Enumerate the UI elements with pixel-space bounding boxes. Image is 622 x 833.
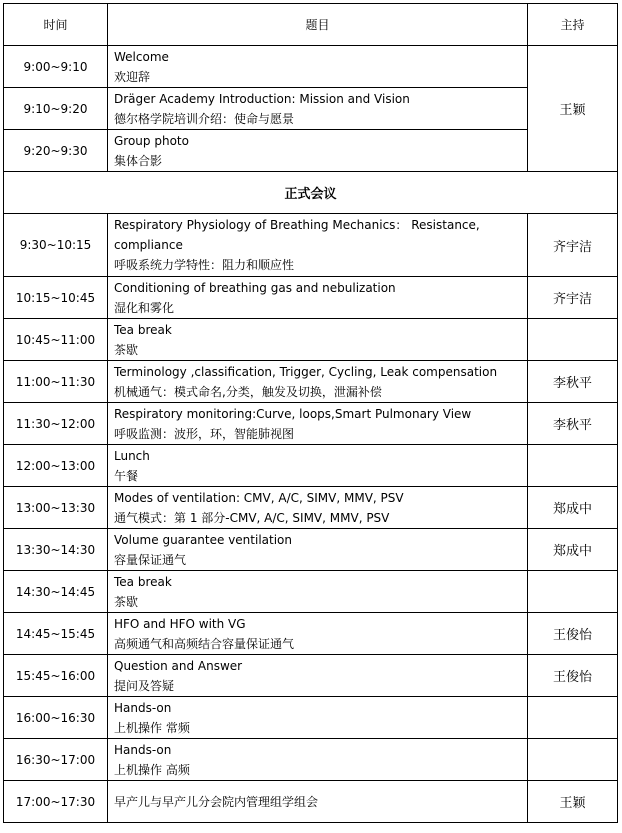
session-host: 王俊怡	[528, 655, 618, 697]
session-time: 9:30~10:15	[4, 214, 108, 277]
table-row	[4, 130, 618, 172]
session-topic	[108, 361, 528, 403]
session-topic	[108, 739, 528, 781]
topic-english: Respiratory monitoring:Curve, loops,Smart Pulmonary View	[114, 406, 472, 421]
session-time: 11:30~12:00	[4, 403, 108, 445]
table-row	[4, 214, 618, 277]
session-topic	[108, 88, 528, 130]
topic-chinese: 高频通气和高频结合容量保证通气	[114, 636, 295, 651]
topic-english: Hands-on	[114, 742, 172, 757]
session-topic	[108, 319, 528, 361]
topic-english: Question and Answer	[114, 658, 243, 673]
session-host: 王颖	[528, 46, 618, 172]
table-row	[4, 655, 618, 697]
agenda-table	[3, 3, 618, 823]
session-time: 12:00~13:00	[4, 445, 108, 487]
session-time: 11:00~11:30	[4, 361, 108, 403]
topic-english: HFO and HFO with VG	[114, 616, 246, 631]
topic-chinese: 提问及答疑	[114, 678, 175, 693]
session-topic	[108, 781, 528, 823]
table-row	[4, 403, 618, 445]
topic-english: Tea break	[114, 574, 172, 589]
session-host: 李秋平	[528, 403, 618, 445]
session-host	[528, 319, 618, 361]
topic-chinese: 呼吸系统力学特性：阻力和顺应性	[114, 258, 295, 272]
session-time: 9:00~9:10	[4, 46, 108, 88]
topic-chinese: 午餐	[114, 468, 139, 483]
session-host: 郑成中	[528, 487, 618, 529]
table-row	[4, 88, 618, 130]
session-topic	[108, 130, 528, 172]
session-host	[528, 445, 618, 487]
session-time: 13:30~14:30	[4, 529, 108, 571]
topic-chinese: 上机操作 高频	[114, 762, 190, 777]
session-host: 王颖	[528, 781, 618, 823]
topic-english: Welcome	[114, 49, 169, 64]
topic-chinese: 茶歇	[114, 594, 139, 609]
header-host: 主持	[528, 4, 618, 46]
topic-english: Hands-on	[114, 700, 172, 715]
session-topic	[108, 445, 528, 487]
session-topic	[108, 613, 528, 655]
topic-english: Respiratory Physiology of Breathing Mechanics： Resistance, compliance	[114, 218, 480, 252]
table-row	[4, 571, 618, 613]
topic-chinese: 机械通气：模式命名,分类，触发及切换，泄漏补偿	[114, 384, 382, 399]
session-topic	[108, 529, 528, 571]
topic-chinese: 德尔格学院培训介绍：使命与愿景	[114, 111, 295, 126]
session-topic	[108, 277, 528, 319]
session-host	[528, 697, 618, 739]
session-topic	[108, 697, 528, 739]
session-host: 齐宇洁	[528, 214, 618, 277]
session-topic	[108, 46, 528, 88]
session-time: 17:00~17:30	[4, 781, 108, 823]
section-title: 正式会议	[4, 172, 618, 214]
session-time: 14:30~14:45	[4, 571, 108, 613]
section-row	[4, 172, 618, 214]
topic-english: Lunch	[114, 448, 150, 463]
topic-english: Volume guarantee ventilation	[114, 532, 293, 547]
session-topic	[108, 655, 528, 697]
session-host: 王俊怡	[528, 613, 618, 655]
topic-english: Tea break	[114, 322, 172, 337]
session-time: 16:00~16:30	[4, 697, 108, 739]
topic-chinese: 上机操作 常频	[114, 720, 190, 735]
table-row	[4, 529, 618, 571]
topic-chinese: 湿化和雾化	[114, 300, 175, 315]
table-row	[4, 739, 618, 781]
topic-english: Group photo	[114, 133, 189, 148]
topic-chinese: 呼吸监测：波形，环，智能肺视图	[114, 426, 295, 441]
session-time: 15:45~16:00	[4, 655, 108, 697]
table-row	[4, 319, 618, 361]
session-time: 10:15~10:45	[4, 277, 108, 319]
session-host: 齐宇洁	[528, 277, 618, 319]
topic-chinese: 早产儿与早产儿分会院内管理组学组会	[114, 794, 319, 809]
session-host: 李秋平	[528, 361, 618, 403]
header-row	[4, 4, 618, 46]
session-host	[528, 739, 618, 781]
topic-chinese: 茶歇	[114, 342, 139, 357]
table-row	[4, 46, 618, 88]
table-row	[4, 445, 618, 487]
topic-chinese: 集体合影	[114, 153, 163, 168]
session-topic	[108, 403, 528, 445]
session-time: 9:10~9:20	[4, 88, 108, 130]
topic-english: Conditioning of breathing gas and nebulization	[114, 280, 396, 295]
session-time: 9:20~9:30	[4, 130, 108, 172]
table-row	[4, 487, 618, 529]
session-time: 16:30~17:00	[4, 739, 108, 781]
session-time: 13:00~13:30	[4, 487, 108, 529]
topic-chinese: 通气模式：第 1 部分-CMV, A/C, SIMV, MMV, PSV	[114, 510, 390, 525]
session-topic	[108, 214, 528, 277]
session-topic	[108, 571, 528, 613]
session-host	[528, 571, 618, 613]
table-row	[4, 361, 618, 403]
table-row	[4, 613, 618, 655]
topic-english: Terminology ,classification, Trigger, Cycling, Leak compensation	[114, 364, 498, 379]
session-time: 10:45~11:00	[4, 319, 108, 361]
table-row	[4, 697, 618, 739]
topic-chinese: 容量保证通气	[114, 552, 187, 567]
session-host: 郑成中	[528, 529, 618, 571]
table-row	[4, 277, 618, 319]
session-time: 14:45~15:45	[4, 613, 108, 655]
header-topic: 题目	[108, 4, 528, 46]
topic-english: Dräger Academy Introduction: Mission and Vision	[114, 91, 410, 106]
header-time: 时间	[4, 4, 108, 46]
topic-english: Modes of ventilation: CMV, A/C, SIMV, MMV, PSV	[114, 490, 404, 505]
session-topic	[108, 487, 528, 529]
table-row	[4, 781, 618, 823]
topic-chinese: 欢迎辞	[114, 69, 151, 84]
